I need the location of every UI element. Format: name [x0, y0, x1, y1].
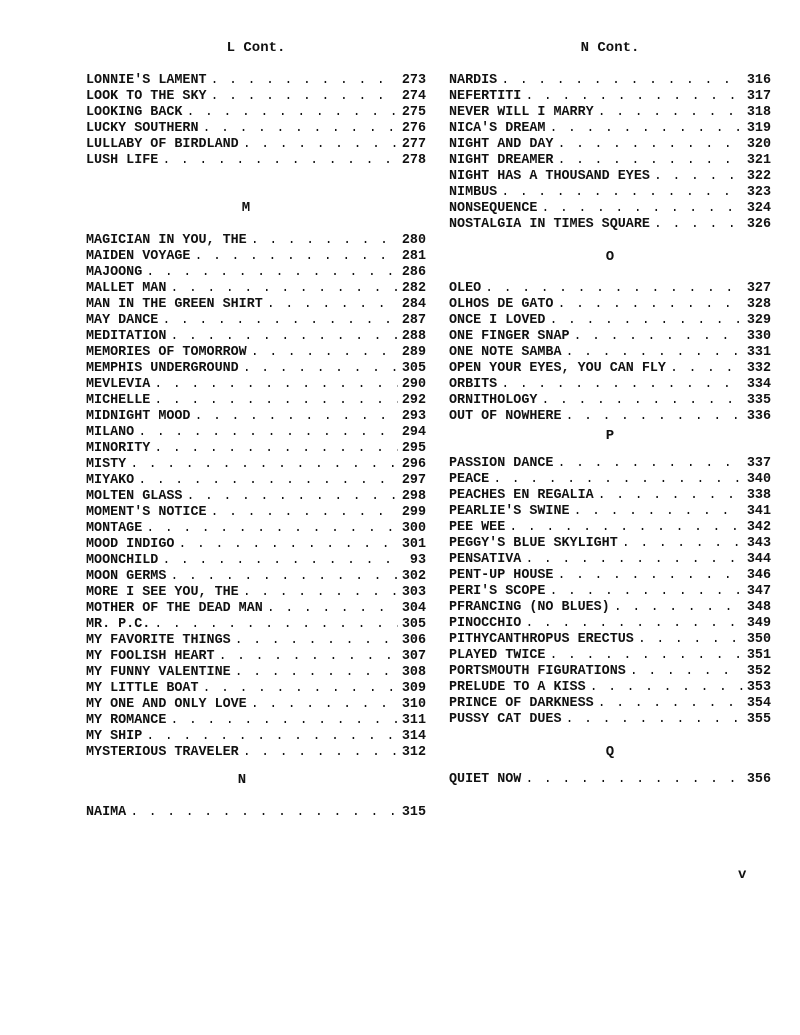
entry-page: 93 — [409, 553, 426, 568]
entry-title: LULLABY OF BIRDLAND — [86, 137, 239, 152]
entry-page: 336 — [746, 409, 771, 424]
index-entry — [86, 457, 426, 473]
index-entry — [86, 297, 426, 313]
entry-page: 349 — [746, 616, 771, 631]
entry-title: MY FAVORITE THINGS — [86, 633, 231, 648]
entry-page: 317 — [746, 89, 771, 104]
entry-title: PEARLIE'S SWINE — [449, 504, 570, 519]
entry-title: NIGHT AND DAY — [449, 137, 554, 152]
index-entry — [449, 568, 771, 584]
entry-page: 280 — [401, 233, 426, 248]
entry-title: PENSATIVA — [449, 552, 522, 567]
entry-page: 352 — [746, 664, 771, 679]
entry-page: 324 — [746, 201, 771, 216]
entry-title: MICHELLE — [86, 393, 151, 408]
index-entry — [86, 281, 426, 297]
entry-title: PLAYED TWICE — [449, 648, 546, 663]
entry-page: 348 — [746, 600, 771, 615]
index-entry — [449, 105, 771, 121]
entry-page: 276 — [401, 121, 426, 136]
index-entry — [86, 153, 426, 169]
index-entry — [86, 745, 426, 761]
index-entry — [449, 89, 771, 105]
entry-page: 347 — [746, 584, 771, 599]
entry-title: PRINCE OF DARKNESS — [449, 696, 594, 711]
entry-title: MOONCHILD — [86, 553, 159, 568]
index-entry — [449, 313, 771, 329]
entry-title: NIGHT HAS A THOUSAND EYES — [449, 169, 650, 184]
entry-title: NEVER WILL I MARRY — [449, 105, 594, 120]
entry-title: MOON GERMS — [86, 569, 167, 584]
index-entry — [449, 600, 771, 616]
entry-page: 289 — [401, 345, 426, 360]
entry-title: MR. P.C. — [86, 617, 151, 632]
entry-page: 323 — [746, 185, 771, 200]
index-entry — [86, 313, 426, 329]
index-entry — [86, 521, 426, 537]
entry-page: 281 — [401, 249, 426, 264]
entry-page: 277 — [401, 137, 426, 152]
entry-page: 297 — [401, 473, 426, 488]
entry-title: MY SHIP — [86, 729, 143, 744]
index-entry — [86, 329, 426, 345]
entry-page: 322 — [746, 169, 771, 184]
entry-title: PINOCCHIO — [449, 616, 522, 631]
entry-title: MAJOONG — [86, 265, 143, 280]
entry-page: 275 — [401, 105, 426, 120]
index-entry — [449, 664, 771, 680]
entry-title: MOOD INDIGO — [86, 537, 175, 552]
index-entry — [86, 105, 426, 121]
entry-page: 338 — [746, 488, 771, 503]
section-heading-o: O — [605, 249, 615, 265]
entry-title: OLEO — [449, 281, 482, 296]
entry-title: ORNITHOLOGY — [449, 393, 538, 408]
entry-title: MORE I SEE YOU, THE — [86, 585, 239, 600]
index-entry — [86, 649, 426, 665]
entry-page: 304 — [401, 601, 426, 616]
index-entry — [449, 153, 771, 169]
entry-title: NICA'S DREAM — [449, 121, 546, 136]
entry-page: 316 — [746, 73, 771, 88]
index-entry — [86, 441, 426, 457]
entry-page: 284 — [401, 297, 426, 312]
index-entry — [449, 712, 771, 728]
entry-title: ONCE I LOVED — [449, 313, 546, 328]
entry-title: MALLET MAN — [86, 281, 167, 296]
index-entry — [449, 137, 771, 153]
index-entry — [449, 393, 771, 409]
entry-page: 300 — [401, 521, 426, 536]
entry-title: PEGGY'S BLUE SKYLIGHT — [449, 536, 618, 551]
entry-page: 332 — [746, 361, 771, 376]
entry-title: MAGICIAN IN YOU, THE — [86, 233, 247, 248]
entry-title: MOTHER OF THE DEAD MAN — [86, 601, 263, 616]
entry-title: MINORITY — [86, 441, 151, 456]
entry-page: 301 — [401, 537, 426, 552]
index-entry — [86, 89, 426, 105]
entry-title: PFRANCING (NO BLUES) — [449, 600, 610, 615]
section-heading-m: M — [241, 200, 251, 216]
entry-title: PUSSY CAT DUES — [449, 712, 562, 727]
index-entry — [86, 393, 426, 409]
index-entry — [86, 633, 426, 649]
entry-page: 305 — [401, 617, 426, 632]
entry-title: MY ROMANCE — [86, 713, 167, 728]
index-entry — [86, 665, 426, 681]
entry-title: PRELUDE TO A KISS — [449, 680, 586, 695]
index-entry — [449, 409, 771, 425]
entry-title: OUT OF NOWHERE — [449, 409, 562, 424]
entry-page: 355 — [746, 712, 771, 727]
entry-title: NEFERTITI — [449, 89, 522, 104]
index-entry — [86, 805, 426, 821]
entry-page: 288 — [401, 329, 426, 344]
entry-page: 327 — [746, 281, 771, 296]
index-entry — [86, 713, 426, 729]
section-heading-l-cont: L Cont. — [226, 40, 286, 56]
entry-page: 292 — [401, 393, 426, 408]
entry-page: 346 — [746, 568, 771, 583]
index-entry — [86, 137, 426, 153]
index-entry — [86, 345, 426, 361]
entry-page: 274 — [401, 89, 426, 104]
entry-title: ONE NOTE SAMBA — [449, 345, 562, 360]
entry-title: PEE WEE — [449, 520, 506, 535]
index-entry — [449, 584, 771, 600]
index-entry — [86, 409, 426, 425]
entry-page: 340 — [746, 472, 771, 487]
entry-page: 331 — [746, 345, 771, 360]
entry-page: 315 — [401, 805, 426, 820]
index-entry — [449, 504, 771, 520]
entry-title: NAIMA — [86, 805, 127, 820]
entry-page: 350 — [746, 632, 771, 647]
entry-page: 356 — [746, 772, 771, 787]
index-entry — [86, 73, 426, 89]
entry-page: 309 — [401, 681, 426, 696]
index-entry — [86, 617, 426, 633]
entry-title: ORBITS — [449, 377, 498, 392]
entry-page: 335 — [746, 393, 771, 408]
entry-page: 353 — [746, 680, 771, 695]
entry-page: 286 — [401, 265, 426, 280]
entry-page: 334 — [746, 377, 771, 392]
entry-title: NOSTALGIA IN TIMES SQUARE — [449, 217, 650, 232]
entry-title: PORTSMOUTH FIGURATIONS — [449, 664, 626, 679]
entry-title: MEMPHIS UNDERGROUND — [86, 361, 239, 376]
index-entry — [449, 632, 771, 648]
index-entry — [449, 377, 771, 393]
index-entry — [449, 536, 771, 552]
entry-title: MY FUNNY VALENTINE — [86, 665, 231, 680]
entry-page: 296 — [401, 457, 426, 472]
entry-title: LONNIE'S LAMENT — [86, 73, 207, 88]
entry-page: 310 — [401, 697, 426, 712]
entry-page: 328 — [746, 297, 771, 312]
index-entry — [449, 520, 771, 536]
entry-page: 312 — [401, 745, 426, 760]
index-entry — [449, 616, 771, 632]
entry-page: 326 — [746, 217, 771, 232]
entry-title: PERI'S SCOPE — [449, 584, 546, 599]
entry-title: OPEN YOUR EYES, YOU CAN FLY — [449, 361, 666, 376]
entry-title: MONTAGE — [86, 521, 143, 536]
entry-title: OLHOS DE GATO — [449, 297, 554, 312]
entry-page: 298 — [401, 489, 426, 504]
entry-title: MILANO — [86, 425, 135, 440]
entry-page: 342 — [746, 520, 771, 535]
index-entry — [86, 489, 426, 505]
entry-title: QUIET NOW — [449, 772, 522, 787]
index-entry — [449, 648, 771, 664]
index-entry — [449, 201, 771, 217]
index-entry — [86, 601, 426, 617]
index-entry — [86, 249, 426, 265]
index-entry — [86, 265, 426, 281]
entry-title: LUCKY SOUTHERN — [86, 121, 199, 136]
section-heading-n-cont: N Cont. — [580, 40, 640, 56]
entry-title: PENT-UP HOUSE — [449, 568, 554, 583]
section-heading-p: P — [605, 428, 615, 444]
entry-page: 307 — [401, 649, 426, 664]
entry-title: MISTY — [86, 457, 127, 472]
entry-page: 302 — [401, 569, 426, 584]
index-entry — [449, 772, 771, 788]
entry-page: 303 — [401, 585, 426, 600]
entry-page: 354 — [746, 696, 771, 711]
entry-page: 299 — [401, 505, 426, 520]
index-entry — [449, 217, 771, 233]
index-entry — [86, 121, 426, 137]
entry-page: 287 — [401, 313, 426, 328]
entry-title: MAY DANCE — [86, 313, 159, 328]
entry-page: 314 — [401, 729, 426, 744]
index-entry — [449, 696, 771, 712]
entry-title: NONSEQUENCE — [449, 201, 538, 216]
entry-page: 305 — [401, 361, 426, 376]
section-heading-n: N — [237, 772, 247, 788]
index-entry — [86, 585, 426, 601]
entry-page: 321 — [746, 153, 771, 168]
entry-page: 311 — [401, 713, 426, 728]
index-entry — [449, 185, 771, 201]
page-number: v — [738, 867, 747, 883]
entry-page: 318 — [746, 105, 771, 120]
index-entry — [86, 553, 426, 569]
entry-page: 341 — [746, 504, 771, 519]
entry-title: MY ONE AND ONLY LOVE — [86, 697, 247, 712]
entry-title: MOMENT'S NOTICE — [86, 505, 207, 520]
entry-title: MEMORIES OF TOMORROW — [86, 345, 247, 360]
entry-title: PASSION DANCE — [449, 456, 554, 471]
index-entry — [86, 361, 426, 377]
entry-title: MY LITTLE BOAT — [86, 681, 199, 696]
entry-title: LOOKING BACK — [86, 105, 183, 120]
entry-title: MAIDEN VOYAGE — [86, 249, 191, 264]
entry-title: NIMBUS — [449, 185, 498, 200]
entry-title: PEACE — [449, 472, 490, 487]
index-entry — [86, 473, 426, 489]
entry-title: ONE FINGER SNAP — [449, 329, 570, 344]
index-entry — [449, 680, 771, 696]
entry-title: NARDIS — [449, 73, 498, 88]
entry-page: 329 — [746, 313, 771, 328]
entry-page: 319 — [746, 121, 771, 136]
entry-title: MEVLEVIA — [86, 377, 151, 392]
entry-page: 278 — [401, 153, 426, 168]
index-entry — [86, 697, 426, 713]
entry-title: MOLTEN GLASS — [86, 489, 183, 504]
index-entry — [86, 681, 426, 697]
entry-page: 290 — [401, 377, 426, 392]
entry-title: NIGHT DREAMER — [449, 153, 554, 168]
entry-page: 295 — [401, 441, 426, 456]
entry-title: MAN IN THE GREEN SHIRT — [86, 297, 263, 312]
entry-page: 282 — [401, 281, 426, 296]
entry-page: 330 — [746, 329, 771, 344]
entry-page: 344 — [746, 552, 771, 567]
entry-page: 273 — [401, 73, 426, 88]
index-entry — [86, 425, 426, 441]
entry-page: 351 — [746, 648, 771, 663]
entry-page: 306 — [401, 633, 426, 648]
entry-title: LUSH LIFE — [86, 153, 159, 168]
index-entry — [449, 169, 771, 185]
entry-title: MIYAKO — [86, 473, 135, 488]
entry-title: PEACHES EN REGALIA — [449, 488, 594, 503]
index-entry — [86, 569, 426, 585]
index-entry — [449, 472, 771, 488]
index-entry — [449, 456, 771, 472]
index-entry — [449, 552, 771, 568]
index-entry — [449, 329, 771, 345]
entry-page: 294 — [401, 425, 426, 440]
index-entry — [449, 345, 771, 361]
index-entry — [449, 297, 771, 313]
entry-title: MIDNIGHT MOOD — [86, 409, 191, 424]
entry-title: PITHYCANTHROPUS ERECTUS — [449, 632, 634, 647]
entry-page: 293 — [401, 409, 426, 424]
entry-page: 308 — [401, 665, 426, 680]
index-entry — [449, 488, 771, 504]
index-entry — [86, 505, 426, 521]
index-entry — [86, 537, 426, 553]
entry-title: MEDITATION — [86, 329, 167, 344]
entry-title: MYSTERIOUS TRAVELER — [86, 745, 239, 760]
index-entry — [449, 73, 771, 89]
entry-title: MY FOOLISH HEART — [86, 649, 215, 664]
entry-page: 343 — [746, 536, 771, 551]
index-entry — [449, 361, 771, 377]
index-entry — [449, 281, 771, 297]
index-entry — [86, 233, 426, 249]
index-entry — [449, 121, 771, 137]
entry-title: LOOK TO THE SKY — [86, 89, 207, 104]
entry-page: 337 — [746, 456, 771, 471]
entry-page: 320 — [746, 137, 771, 152]
index-entry — [86, 377, 426, 393]
section-heading-q: Q — [605, 744, 615, 760]
index-entry — [86, 729, 426, 745]
